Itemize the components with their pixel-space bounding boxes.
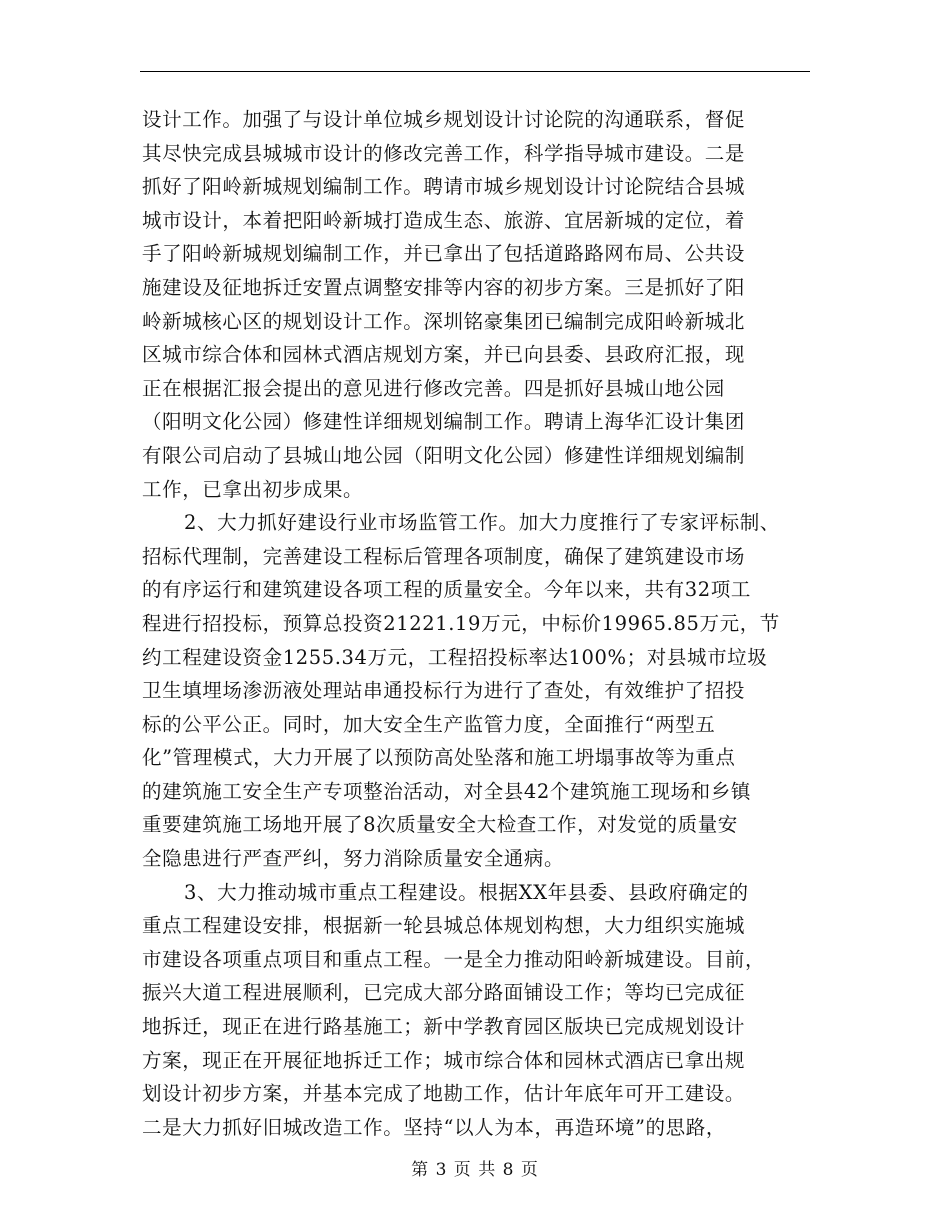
text-line: 设计工作。加强了与设计单位城乡规划设计讨论院的沟通联系，督促 [142, 108, 746, 131]
text-line: 市建设各项重点项目和重点工程。一是全力推动阳岭新城建设。目前， [142, 947, 766, 971]
text-line: 划设计初步方案，并基本完成了地勘工作，估计年底年可开工建设。 [142, 1082, 746, 1106]
text-line: 标的公平公正。同时，加大安全生产监管力度，全面推行“两型五 [142, 712, 716, 736]
text-line: 区城市综合体和园林式酒店规划方案，并已向县委、县政府汇报，现 [142, 343, 746, 367]
text-line: 正在根据汇报会提出的意见进行修改完善。四是抓好县城山地公园 [142, 376, 725, 400]
text-line: 其尽快完成县城城市设计的修改完善工作，科学指导城市建设。二是 [142, 141, 746, 165]
text-line: 重要建筑施工场地开展了8次质量安全大检查工作，对发觉的质量安 [142, 813, 738, 837]
text-line: 有限公司启动了县城山地公园（阳明文化公园）修建性详细规划编制 [142, 443, 746, 467]
document-body [142, 103, 812, 1144]
text-line: 3、大力推动城市重点工程建设。根据XX年县委、县政府确定的 [184, 880, 749, 904]
header-rule [140, 71, 810, 72]
text-line: 二是大力抓好旧城改造工作。坚持“以人为本，再造环境”的思路， [142, 1115, 726, 1139]
text-line: 重点工程建设安排，根据新一轮县城总体规划构想，大力组织实施城 [142, 914, 746, 938]
text-line: 程进行招投标，预算总投资21221.19万元，中标价19965.85万元，节 [142, 611, 780, 635]
text-line: 手了阳岭新城规划编制工作，并已拿出了包括道路路网布局、公共设 [142, 242, 746, 266]
text-line: 地拆迁，现正在进行路基施工；新中学教育园区版块已完成规划设计 [142, 1015, 746, 1039]
text-line: 岭新城核心区的规划设计工作。深圳铭豪集团已编制完成阳岭新城北 [142, 309, 746, 333]
text-line: 约工程建设资金1255.34万元，工程招投标率达100%；对县城市垃圾 [142, 645, 768, 669]
text-line: 的建筑施工安全生产专项整治活动，对全县42个建筑施工现场和乡镇 [142, 779, 751, 803]
text-line: 施建设及征地拆迁安置点调整安排等内容的初步方案。三是抓好了阳 [142, 275, 746, 299]
text-line: 振兴大道工程进展顺利，已完成大部分路面铺设工作；等均已完成征 [142, 981, 746, 1005]
text-line: 卫生填埋场渗沥液处理站串通投标行为进行了查处，有效维护了招投 [142, 679, 746, 703]
text-line: 全隐患进行严查严纠，努力消除质量安全通病。 [142, 847, 565, 871]
text-line: 化”管理模式，大力开展了以预防高处坠落和施工坍塌事故等为重点 [142, 746, 736, 770]
page-footer: 第 3 页 共 8 页 [411, 1160, 539, 1180]
text-line: 工作，已拿出初步成果。 [142, 477, 364, 501]
text-line: （阳明文化公园）修建性详细规划编制工作。聘请上海华汇设计集团 [142, 410, 746, 434]
text-line: 招标代理制，完善建设工程标后管理各项制度，确保了建筑建设市场 [142, 544, 746, 568]
text-line: 2、大力抓好建设行业市场监管工作。加大力度推行了专家评标制、 [184, 511, 780, 535]
text-line: 方案，现正在开展征地拆迁工作；城市综合体和园林式酒店已拿出规 [142, 1048, 746, 1072]
text-line: 抓好了阳岭新城规划编制工作。聘请市城乡规划设计讨论院结合县城 [142, 175, 746, 199]
text-line: 的有序运行和建筑建设各项工程的质量安全。今年以来，共有32项工 [142, 578, 751, 602]
text-line: 城市设计，本着把阳岭新城打造成生态、旅游、宜居新城的定位，着 [142, 208, 746, 232]
